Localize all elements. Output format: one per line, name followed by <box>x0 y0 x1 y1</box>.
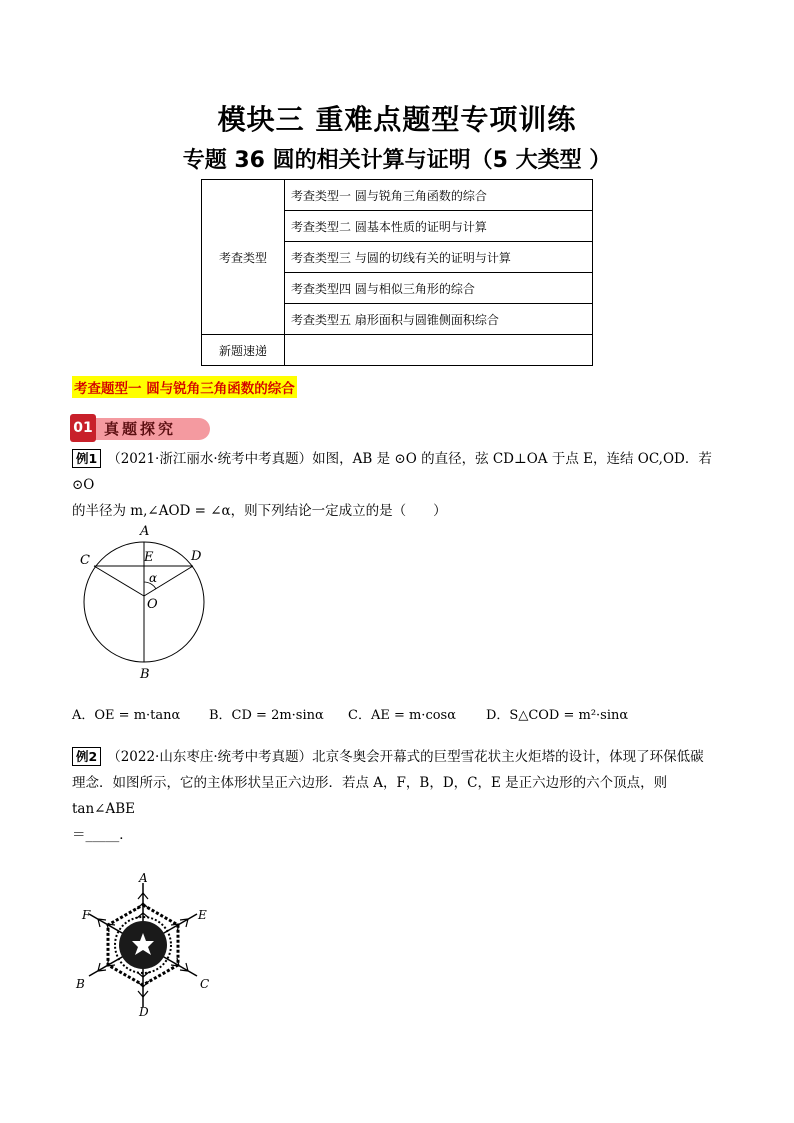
label-d: D <box>191 549 202 564</box>
label-c: C <box>80 553 90 568</box>
section-heading: 考查题型一 圆与锐角三角函数的综合 <box>72 376 297 398</box>
label-c: C <box>200 977 210 991</box>
example2-text <box>72 744 724 848</box>
example1-line1: （2021·浙江丽水·统考中考真题）如图，AB 是 ⊙O 的直径，弦 CD⊥OA 于点 E，连结 OC,OD．若 ⊙O <box>72 451 712 493</box>
circle-figure <box>70 518 230 678</box>
example2-line2: 理念．如图所示，它的主体形状呈正六边形．若点 A，F，B，D，C，E 是正六边形的六个顶点，则 tan∠ABE <box>72 775 668 817</box>
example1-line2: 的半径为 m,∠AOD = ∠α，则下列结论一定成立的是（ ） <box>72 503 447 519</box>
type-item-4: 考查类型四 圆与相似三角形的综合 <box>285 273 593 304</box>
label-d: D <box>139 1005 149 1019</box>
types-table <box>201 179 593 366</box>
topic-title: 专题 36 圆的相关计算与证明（5 大类型 ） <box>182 148 612 173</box>
example2-line1: （2022·山东枣庄·统考中考真题）北京冬奥会开幕式的巨型雪花状主火炬塔的设计，体现了环保低碳 <box>107 749 704 765</box>
option-d: D．S△COD = m²·sinα <box>486 708 629 723</box>
option-b: B．CD = 2m·sinα <box>209 708 324 723</box>
label-a: A <box>139 871 148 885</box>
label-e: E <box>144 550 154 565</box>
label-a: A <box>140 524 150 539</box>
new-questions-value <box>285 335 593 366</box>
badge-text: 真题探究 <box>104 420 177 438</box>
module-title: 模块三 重难点题型专项训练 <box>217 103 577 136</box>
snowflake-figure <box>70 866 220 1022</box>
example2-line3: ＝_____． <box>72 827 133 843</box>
option-a: A．OE = m·tanα <box>72 708 181 723</box>
label-alpha: α <box>149 571 158 585</box>
section-badge <box>70 414 212 442</box>
label-b: B <box>76 977 85 991</box>
type-item-1: 考查类型一 圆与锐角三角函数的综合 <box>285 180 593 211</box>
type-item-3: 考查类型三 与圆的切线有关的证明与计算 <box>285 242 593 273</box>
new-questions-label: 新题速递 <box>202 335 285 366</box>
option-c: C．AE = m·cosα <box>348 708 456 723</box>
types-label: 考查类型 <box>202 180 285 335</box>
example1-text <box>72 446 724 524</box>
example1-tag: 例1 <box>72 449 101 468</box>
example2-tag: 例2 <box>72 747 101 766</box>
segment-oc <box>94 566 144 596</box>
label-o: O <box>147 597 158 612</box>
label-e: E <box>198 908 207 922</box>
badge-number: 01 <box>70 414 96 442</box>
label-f: F <box>82 908 91 922</box>
type-item-5: 考查类型五 扇形面积与圆锥侧面积综合 <box>285 304 593 335</box>
label-b: B <box>140 667 150 678</box>
type-item-2: 考查类型二 圆基本性质的证明与计算 <box>285 211 593 242</box>
